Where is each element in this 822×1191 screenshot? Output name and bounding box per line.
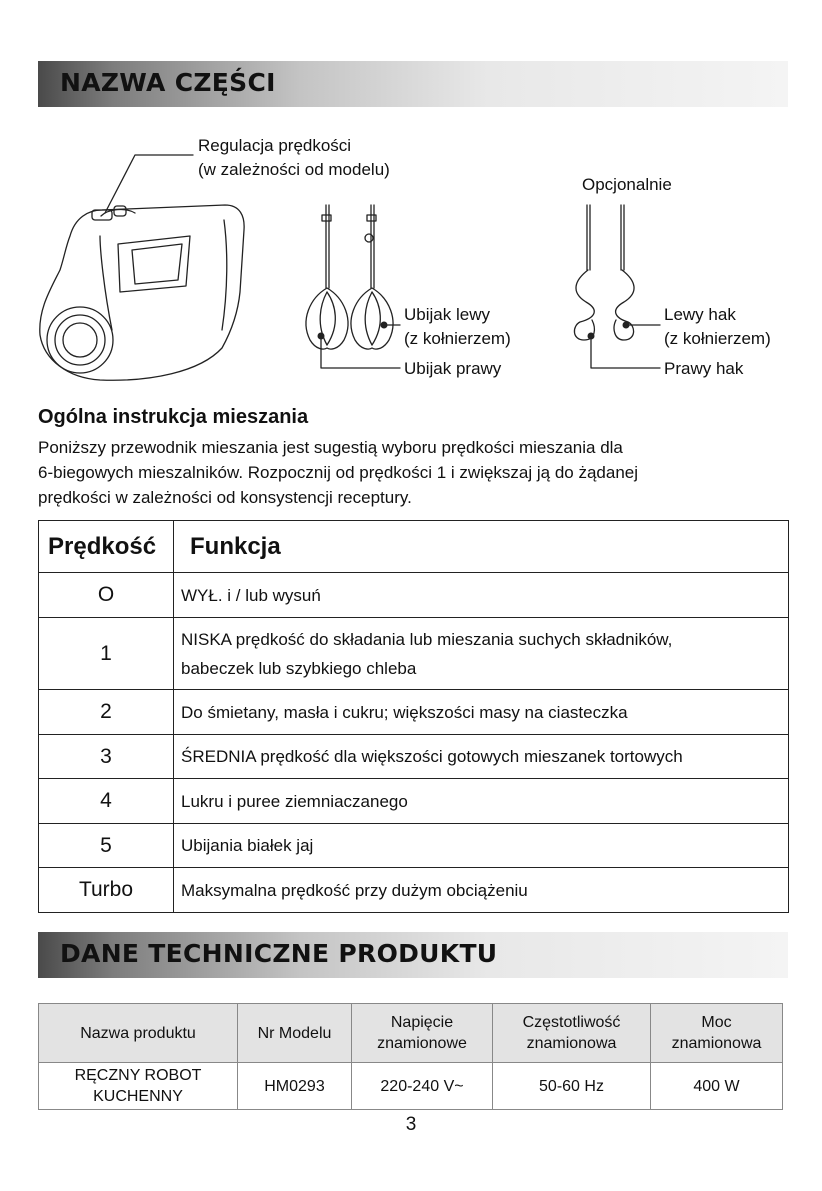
spec-table-header	[39, 1004, 783, 1063]
speed-value: 3	[39, 735, 174, 779]
spec-model: HM0293	[238, 1063, 352, 1110]
page-number: 3	[405, 1114, 417, 1135]
speed-value: 5	[39, 824, 174, 868]
spec-power: 400 W	[651, 1063, 783, 1110]
speed-control-leader	[105, 155, 193, 213]
header-speed: Prędkość	[39, 521, 174, 573]
label-optional: Opcjonalnie	[582, 175, 672, 194]
mixing-intro: Poniższy przewodnik mieszania jest sugestią wyboru prędkości mieszania dla 6-biegowych mieszalników. Rozpocznij od prędkości 1 i zwiększaj ją do żądanej prędkości w zależności od konsystencji receptury.	[38, 438, 639, 507]
speed-function: ŚREDNIA prędkość dla większości gotowych mieszanek tortowych	[174, 735, 789, 779]
label-beater-left: Ubijak lewy (z kołnierzem)	[404, 305, 511, 348]
label-hook-right: Prawy hak	[664, 359, 744, 378]
spec-header-voltage: Napięcie znamionowe	[352, 1004, 493, 1063]
header-function: Funkcja	[174, 521, 789, 573]
dough-hooks-icon	[574, 205, 660, 368]
table-row	[39, 573, 789, 618]
spec-table	[38, 1003, 783, 1110]
table-row	[39, 1063, 783, 1110]
section-title-parts: NAZWA CZĘŚCI	[60, 68, 276, 97]
mixer-body-icon	[40, 205, 244, 380]
table-row	[39, 779, 789, 824]
spec-product-name: RĘCZNY ROBOT KUCHENNY	[39, 1063, 238, 1110]
speed-function: Lukru i puree ziemniaczanego	[174, 779, 789, 824]
table-row	[39, 868, 789, 913]
speed-value: 1	[39, 618, 174, 690]
speed-value: Turbo	[39, 868, 174, 913]
section-banner-parts	[38, 61, 788, 107]
section-title-specs: DANE TECHNICZNE PRODUKTU	[60, 939, 498, 968]
speed-value: O	[39, 573, 174, 618]
label-hook-left: Lewy hak (z kołnierzem)	[664, 305, 771, 348]
speed-function: Ubijania białek jaj	[174, 824, 789, 868]
beaters-icon	[306, 205, 400, 368]
spec-voltage: 220-240 V~	[352, 1063, 493, 1110]
speed-value: 4	[39, 779, 174, 824]
speed-function: Maksymalna prędkość przy dużym obciążeniu	[174, 868, 789, 913]
table-row	[39, 735, 789, 779]
spec-header-model: Nr Modelu	[238, 1004, 352, 1063]
table-row	[39, 824, 789, 868]
spec-header-product-name: Nazwa produktu	[39, 1004, 238, 1063]
spec-header-frequency: Częstotliwość znamionowa	[493, 1004, 651, 1063]
section-banner-specs	[38, 932, 788, 978]
table-row	[39, 690, 789, 735]
speed-table-header	[39, 521, 789, 573]
spec-frequency: 50-60 Hz	[493, 1063, 651, 1110]
speed-table	[38, 520, 789, 913]
hook-right-leader	[591, 336, 660, 368]
label-beater-right: Ubijak prawy	[404, 359, 502, 378]
speed-function: NISKA prędkość do składania lub mieszania suchych składników, babeczek lub szybkiego chleba	[174, 618, 789, 690]
table-row	[39, 618, 789, 690]
label-speed-control: Regulacja prędkości (w zależności od modelu)	[198, 136, 390, 179]
spec-header-power: Moc znamionowa	[651, 1004, 783, 1063]
mixing-title: Ogólna instrukcja mieszania	[38, 406, 309, 428]
speed-function: Do śmietany, masła i cukru; większości masy na ciasteczka	[174, 690, 789, 735]
speed-value: 2	[39, 690, 174, 735]
speed-function: WYŁ. i / lub wysuń	[174, 573, 789, 618]
